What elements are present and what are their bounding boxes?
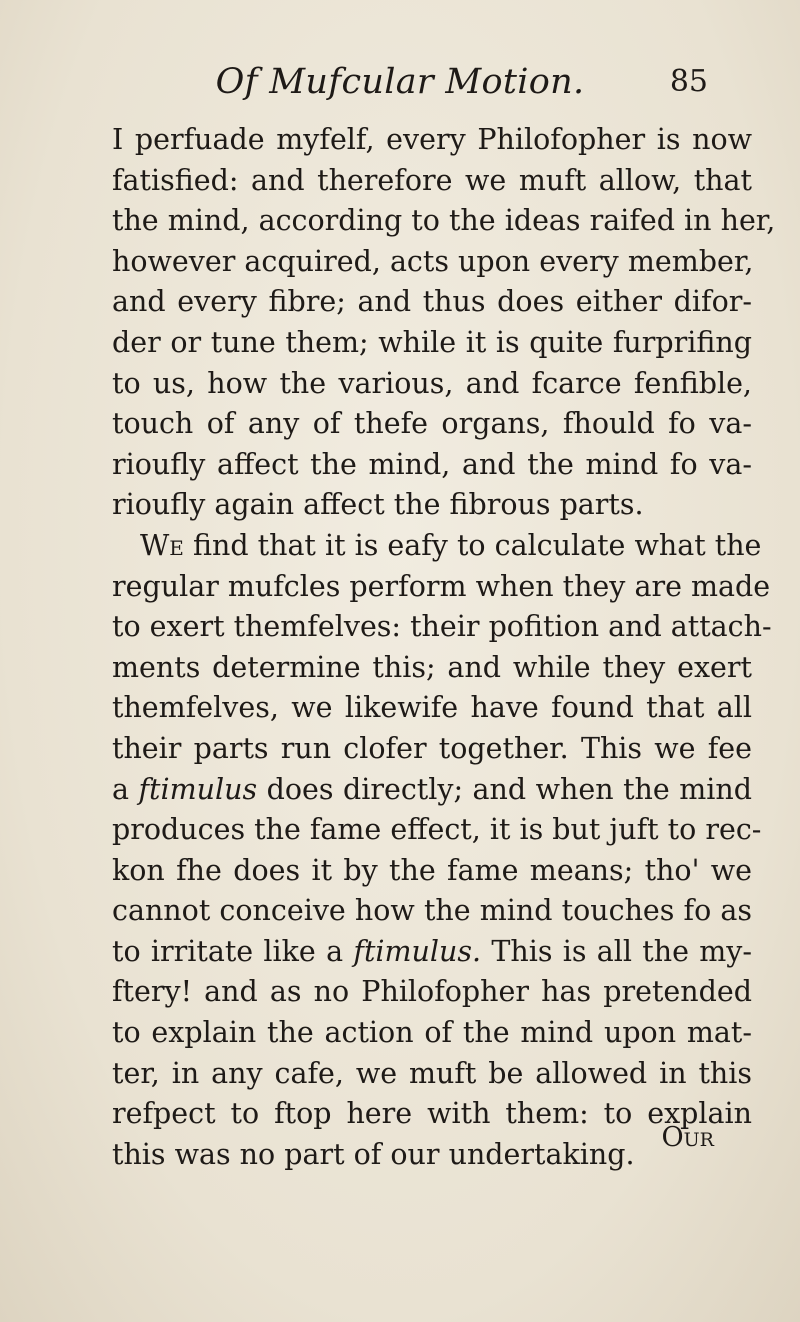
text-line: this was no part of our undertaking. xyxy=(112,1137,635,1171)
text-line: to exert themfelves: their pofition and attach- xyxy=(112,610,772,644)
text-line: to us, how the various, and fcarce fenfible, xyxy=(112,366,752,400)
body-text xyxy=(112,120,776,1175)
italic-term: ftimulus. xyxy=(353,934,482,968)
text-line: kon fhe does it by the fame means; tho' we xyxy=(112,853,752,887)
page-header xyxy=(0,62,800,112)
text-line: touch of any of thefe organs, fhould fo va- xyxy=(112,407,752,441)
italic-term: ftimulus xyxy=(138,772,258,806)
running-title: Of Mufcular Motion. xyxy=(215,62,585,102)
text-line: fatisfied: and therefore we muft allow, that xyxy=(112,163,752,197)
text-line: cannot conceive how the mind touches fo as xyxy=(112,894,752,928)
text-line: ftery! and as no Philofopher has pretended xyxy=(112,975,752,1009)
text-line: der or tune them; while it is quite furprifing xyxy=(112,325,752,359)
text-line: themfelves, we likewife have found that all xyxy=(112,691,752,725)
text-segment: find that it is eafy to calculate what the xyxy=(192,528,762,562)
drop-word: We xyxy=(140,528,184,562)
text-line: refpect to ftop here with them: to explain xyxy=(112,1097,752,1131)
text-line: ter, in any cafe, we muft be allowed in this xyxy=(112,1056,752,1090)
text-line: however acquired, acts upon every member, xyxy=(112,244,754,278)
text-line: ments determine this; and while they exert xyxy=(112,650,752,684)
text-segment: This is all the my- xyxy=(491,934,753,968)
page-number: 85 xyxy=(669,64,708,99)
text-segment: does directly; and when the mind xyxy=(266,772,753,806)
text-line: rioufly affect the mind, and the mind fo va- xyxy=(112,447,752,481)
text-line xyxy=(112,526,762,567)
text-line xyxy=(112,932,752,973)
text-line xyxy=(112,770,752,811)
text-line: produces the fame effect, it is but juft to rec- xyxy=(112,813,762,847)
text-line: their parts run clofer together. This we fee xyxy=(112,731,752,765)
text-line: regular mufcles perform when they are made xyxy=(112,569,771,603)
text-segment: a xyxy=(112,772,129,806)
text-line: the mind, according to the ideas raifed in her, xyxy=(112,204,776,238)
text-line: rioufly again affect the fibrous parts. xyxy=(112,488,644,522)
catchword: Our xyxy=(661,1122,714,1153)
text-line: I perfuade myfelf, every Philofopher is now xyxy=(112,123,752,156)
text-line: and every fibre; and thus does either difor- xyxy=(112,285,752,319)
text-segment: to irritate like a xyxy=(112,934,344,968)
text-line: to explain the action of the mind upon mat- xyxy=(112,1016,752,1050)
